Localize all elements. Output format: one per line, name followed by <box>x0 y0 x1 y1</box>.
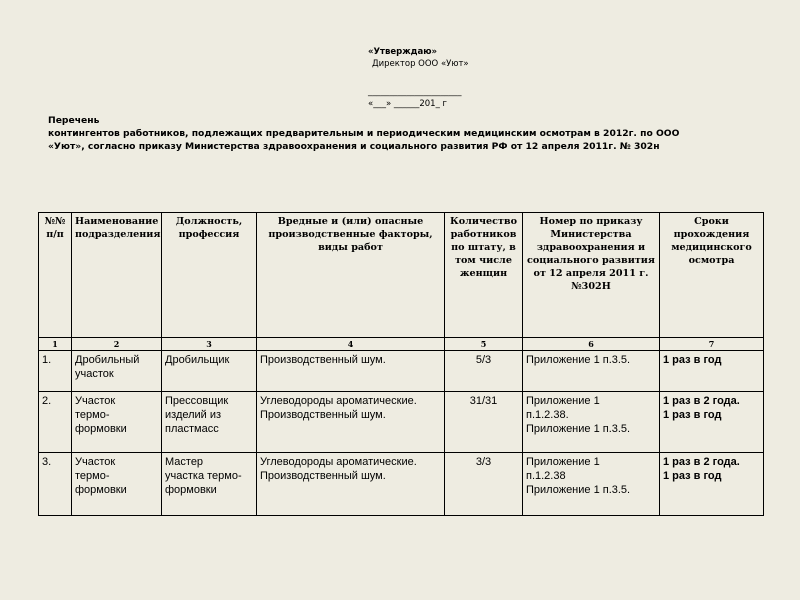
cell-division: Участок термо- формовки <box>72 453 162 516</box>
cell-order: Приложение 1 п.1.2.38. Приложение 1 п.3.5. <box>523 392 660 453</box>
header-cell-count: Количество работников по штату, в том числе женщин <box>445 213 523 338</box>
cell-number: 2. <box>39 392 72 453</box>
cell-factors: Производственный шум. <box>257 351 445 392</box>
table-header-row <box>39 213 764 338</box>
cell-position: Прессовщик изделий из пластмасс <box>162 392 257 453</box>
cell-terms: 1 раз в год <box>660 351 764 392</box>
approval-block <box>368 46 469 110</box>
column-number: 2 <box>72 338 162 351</box>
header-cell-terms: Сроки прохождения медицинского осмотра <box>660 213 764 338</box>
cell-position: Дробильщик <box>162 351 257 392</box>
cell-number: 1. <box>39 351 72 392</box>
cell-terms: 1 раз в 2 года. 1 раз в год <box>660 453 764 516</box>
column-number: 5 <box>445 338 523 351</box>
heading-line-3: «Уют», согласно приказу Министерства здравоохранения и социального развития РФ от 12 апреля 2011г. № 302н <box>48 141 660 152</box>
approval-signature-line: ______________________ <box>368 87 462 97</box>
column-number-row <box>39 338 764 351</box>
header-cell-order: Номер по приказу Министерства здравоохранения и социального развития от 12 апреля 2011 г. №302Н <box>523 213 660 338</box>
header-cell-number: №№ п/п <box>39 213 72 338</box>
cell-factors: Углеводороды ароматические. Производственный шум. <box>257 392 445 453</box>
table-row <box>39 453 764 516</box>
cell-position: Мастер участка термо- формовки <box>162 453 257 516</box>
cell-division: Дробильный участок <box>72 351 162 392</box>
approval-director: Директор ООО «Уют» <box>372 59 469 69</box>
column-number: 7 <box>660 338 764 351</box>
cell-count: 31/31 <box>445 392 523 453</box>
column-number: 1 <box>39 338 72 351</box>
cell-order: Приложение 1 п.1.2.38 Приложение 1 п.3.5. <box>523 453 660 516</box>
approval-title: «Утверждаю» <box>368 47 438 57</box>
heading-line-2: контингентов работников, подлежащих предварительным и периодическим медицинским осмотрам в 2012г. по ООО <box>48 128 680 139</box>
cell-count: 3/3 <box>445 453 523 516</box>
document-heading <box>48 114 768 153</box>
table-row <box>39 392 764 453</box>
column-number: 4 <box>257 338 445 351</box>
cell-number: 3. <box>39 453 72 516</box>
contingent-table <box>38 212 764 516</box>
header-cell-division: Наименование подразделения <box>72 213 162 338</box>
cell-terms: 1 раз в 2 года. 1 раз в год <box>660 392 764 453</box>
heading-line-1: Перечень <box>48 115 100 126</box>
header-cell-position: Должность, профессия <box>162 213 257 338</box>
cell-factors: Углеводороды ароматические. Производственный шум. <box>257 453 445 516</box>
cell-count: 5/3 <box>445 351 523 392</box>
table-row <box>39 351 764 392</box>
approval-date-line: «___» ______201_ г <box>368 99 447 109</box>
column-number: 3 <box>162 338 257 351</box>
cell-division: Участок термо- формовки <box>72 392 162 453</box>
header-cell-factors: Вредные и (или) опасные производственные факторы, виды работ <box>257 213 445 338</box>
column-number: 6 <box>523 338 660 351</box>
cell-order: Приложение 1 п.3.5. <box>523 351 660 392</box>
